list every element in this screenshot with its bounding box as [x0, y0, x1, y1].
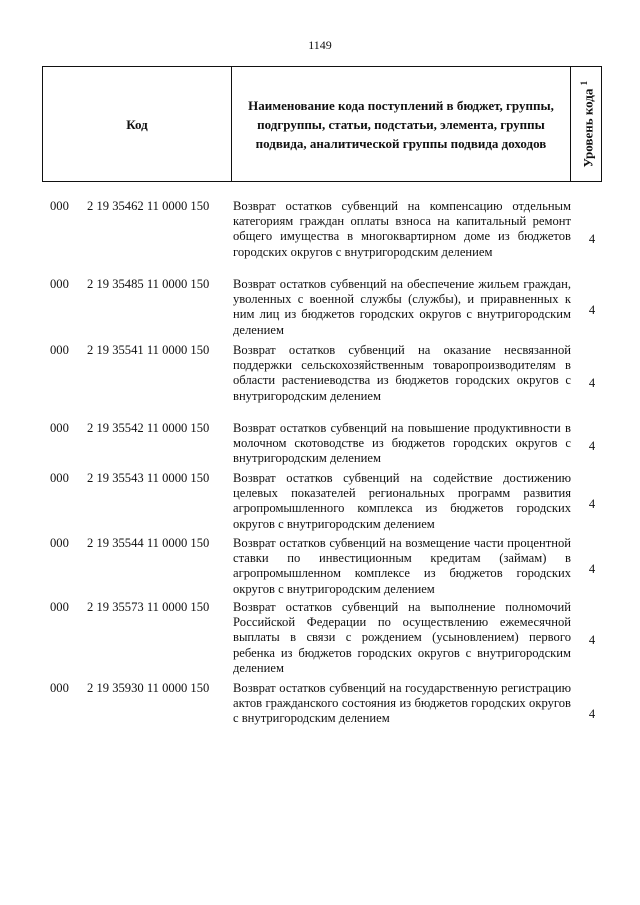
row-description: Возврат остатков субвенций на обеспечение жильем граждан, уволенных с военной службы (службы), и приравненных к ним лиц из бюджетов городских округов с внутригородским делением — [233, 277, 571, 337]
row-budget-code: 2 19 35930 11 0000 150 — [87, 681, 210, 695]
row-level: 4 — [588, 562, 596, 576]
header-level-footnote: 1 — [578, 80, 589, 86]
row-level: 4 — [588, 376, 596, 390]
row-admin-code: 000 — [50, 471, 69, 485]
row-level: 4 — [588, 232, 596, 246]
row-description: Возврат остатков субвенций на возмещение части процентной ставки по инвестиционным кредитам (займам) в агропромышленном комплексе из бюджетов городских округов с внутригородским делением — [233, 536, 571, 596]
row-description: Возврат остатков субвенций на содействие достижению целевых показателей региональных программ развития агропромышленного комплекса из бюджетов городских округов с внутригородским делением — [233, 471, 571, 531]
row-budget-code: 2 19 35573 11 0000 150 — [87, 600, 210, 614]
row-admin-code: 000 — [50, 343, 69, 357]
row-description: Возврат остатков субвенций на повышение продуктивности в молочном скотоводстве из бюджетов городских округов с внутригородским делением — [233, 421, 571, 466]
row-description: Возврат остатков субвенций на выполнение полномочий Российской Федерации по осуществлению ежемесячной выплаты в связи с рождением (усыновлением) первого ребенка из бюджетов городских округов с внутригородским делением — [233, 600, 571, 675]
row-level: 4 — [588, 303, 596, 317]
row-admin-code: 000 — [50, 199, 69, 213]
row-budget-code: 2 19 35462 11 0000 150 — [87, 199, 210, 213]
row-budget-code: 2 19 35485 11 0000 150 — [87, 277, 210, 291]
row-description: Возврат остатков субвенций на государственную регистрацию актов гражданского состояния из бюджетов городских округов с внутригородским делением — [233, 681, 571, 726]
row-budget-code: 2 19 35542 11 0000 150 — [87, 421, 210, 435]
row-budget-code: 2 19 35544 11 0000 150 — [87, 536, 210, 550]
row-admin-code: 000 — [50, 277, 69, 291]
row-description: Возврат остатков субвенций на компенсацию отдельным категориям граждан оплаты взноса на капитальный ремонт общего имущества в многоквартирном доме из бюджетов городских округов с внутригородским делением — [233, 199, 571, 259]
page-number: 1149 — [308, 38, 332, 52]
row-description: Возврат остатков субвенций на оказание несвязанной поддержки сельскохозяйственным товаропроизводителям в области растениеводства из бюджетов городских округов с внутригородским делением — [233, 343, 571, 403]
row-budget-code: 2 19 35541 11 0000 150 — [87, 343, 210, 357]
header-code: Код — [43, 67, 232, 181]
row-level: 4 — [588, 633, 596, 647]
header-name: Наименование кода поступлений в бюджет, группы, подгруппы, статьи, подстатьи, элемента, группы подвида, аналитической группы подвида доходов — [232, 67, 571, 181]
row-admin-code: 000 — [50, 421, 69, 435]
row-budget-code: 2 19 35543 11 0000 150 — [87, 471, 210, 485]
row-admin-code: 000 — [50, 600, 69, 614]
row-level: 4 — [588, 707, 596, 721]
header-level-text: Уровень кода — [580, 88, 596, 168]
row-level: 4 — [588, 497, 596, 511]
row-admin-code: 000 — [50, 681, 69, 695]
row-admin-code: 000 — [50, 536, 69, 550]
row-level: 4 — [588, 439, 596, 453]
